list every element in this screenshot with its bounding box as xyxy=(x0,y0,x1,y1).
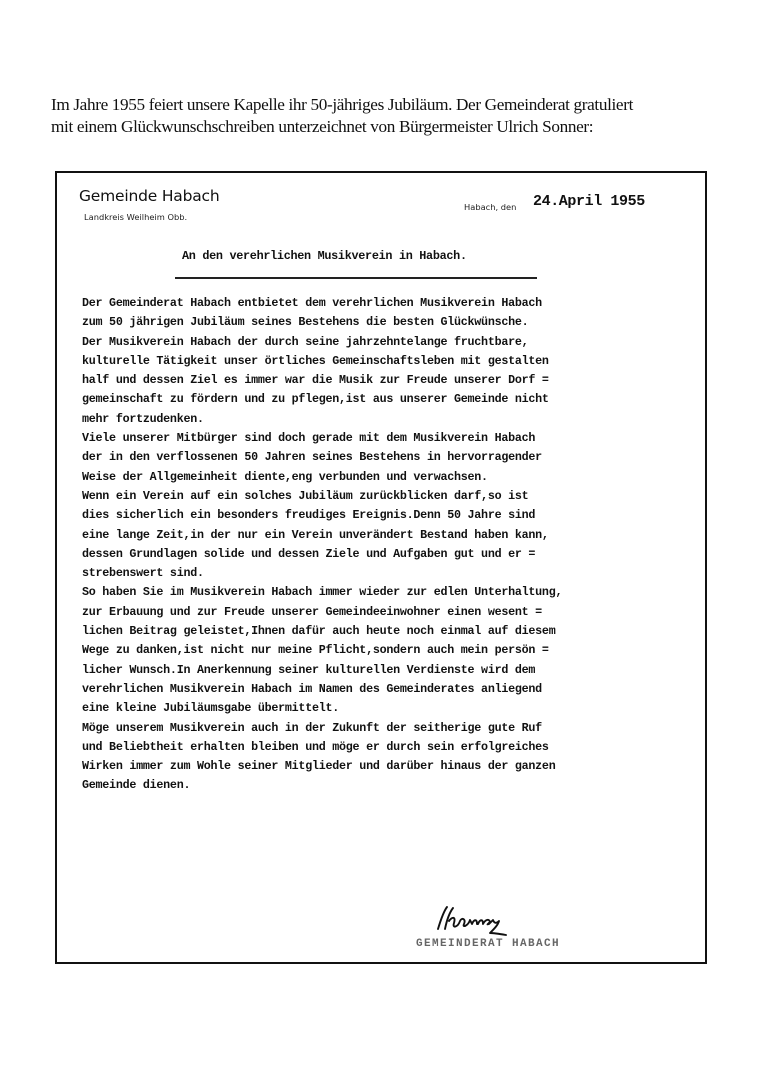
letter-body-line: zum 50 jährigen Jubiläum seines Bestehens die besten Glückwünsche. xyxy=(82,315,529,330)
letter-body-line: Viele unserer Mitbürger sind doch gerade mit dem Musikverein Habach xyxy=(82,431,536,446)
letterhead-organization: Gemeinde Habach xyxy=(79,187,220,205)
intro-paragraph xyxy=(51,94,741,138)
letter-body-line: Möge unserem Musikverein auch in der Zukunft der seitherige gute Ruf xyxy=(82,720,542,735)
letter-body-line: Der Musikverein Habach der durch seine jahrzehntelange fruchtbare, xyxy=(82,334,529,349)
letter-body-line: kulturelle Tätigkeit unser örtliches Gemeinschaftsleben mit gestalten xyxy=(82,353,549,368)
council-stamp: GEMEINDERAT HABACH xyxy=(416,938,561,950)
letter-date: 24.April 1955 xyxy=(533,193,645,210)
letter-body-line: Wege zu danken,ist nicht nur meine Pflicht,sondern auch mein persön = xyxy=(82,643,549,658)
letter-body-line: Der Gemeinderat Habach entbietet dem verehrlichen Musikverein Habach xyxy=(82,296,542,310)
letter-body-line: Weise der Allgemeinheit diente,eng verbunden und verwachsen. xyxy=(82,469,488,484)
letter-body-line: So haben Sie im Musikverein Habach immer wieder zur edlen Unterhaltung, xyxy=(82,585,563,600)
letter-body-line: verehrlichen Musikverein Habach im Namen des Gemeinderates anliegend xyxy=(82,681,542,696)
letter-body-line: lichen Beitrag geleistet,Ihnen dafür auch heute noch einmal auf diesem xyxy=(82,624,556,639)
letter-body-line: eine lange Zeit,in der nur ein Verein unverändert Bestand haben kann, xyxy=(82,527,549,542)
letter-body-line: mehr fortzudenken. xyxy=(82,411,204,426)
letter-body-line: strebenswert sind. xyxy=(82,566,204,581)
letter-body-line: eine kleine Jubiläumsgabe übermittelt. xyxy=(82,701,340,716)
addressee-underline xyxy=(175,277,537,279)
letter-body-line: der in den verflossenen 50 Jahren seines Bestehens in hervorragender xyxy=(82,450,542,465)
letter-body-line: dies sicherlich ein besonders freudiges Ereignis.Denn 50 Jahre sind xyxy=(82,508,536,523)
letterhead-place-label: Habach, den xyxy=(464,202,517,212)
letter-body-line: zur Erbauung und zur Freude unserer Gemeindeeinwohner einen wesent = xyxy=(82,604,542,619)
intro-line: mit einem Glückwunschschreiben unterzeichnet von Bürgermeister Ulrich Sonner: xyxy=(51,117,594,136)
letter-body-line: licher Wunsch.In Anerkennung seiner kulturellen Verdienste wird dem xyxy=(82,662,536,677)
letter-addressee: An den verehrlichen Musikverein in Habach. xyxy=(182,249,467,263)
letter-body-line: Wirken immer zum Wohle seiner Mitglieder und darüber hinaus der ganzen xyxy=(82,759,556,774)
letter-body-line: Wenn ein Verein auf ein solches Jubiläum zurückblicken darf,so ist xyxy=(82,488,529,503)
letter-body-line: half und dessen Ziel es immer war die Musik zur Freude unserer Dorf = xyxy=(82,373,549,388)
letter-body-line: dessen Grundlagen solide und dessen Ziele und Aufgaben gut und er = xyxy=(82,546,536,561)
letter-body-line: Gemeinde dienen. xyxy=(82,778,191,793)
letterhead-district: Landkreis Weilheim Obb. xyxy=(84,212,188,222)
letter-body-line: und Beliebtheit erhalten bleiben und möge er durch sein erfolgreiches xyxy=(82,739,549,754)
letter-scan xyxy=(55,171,707,964)
letter-body-line: gemeinschaft zu fördern und zu pflegen,ist aus unserer Gemeinde nicht xyxy=(82,392,549,407)
signature-image xyxy=(432,903,507,937)
intro-line: Im Jahre 1955 feiert unsere Kapelle ihr 50-jähriges Jubiläum. Der Gemeinderat gratuliert xyxy=(51,95,633,114)
letter-body xyxy=(82,294,562,796)
